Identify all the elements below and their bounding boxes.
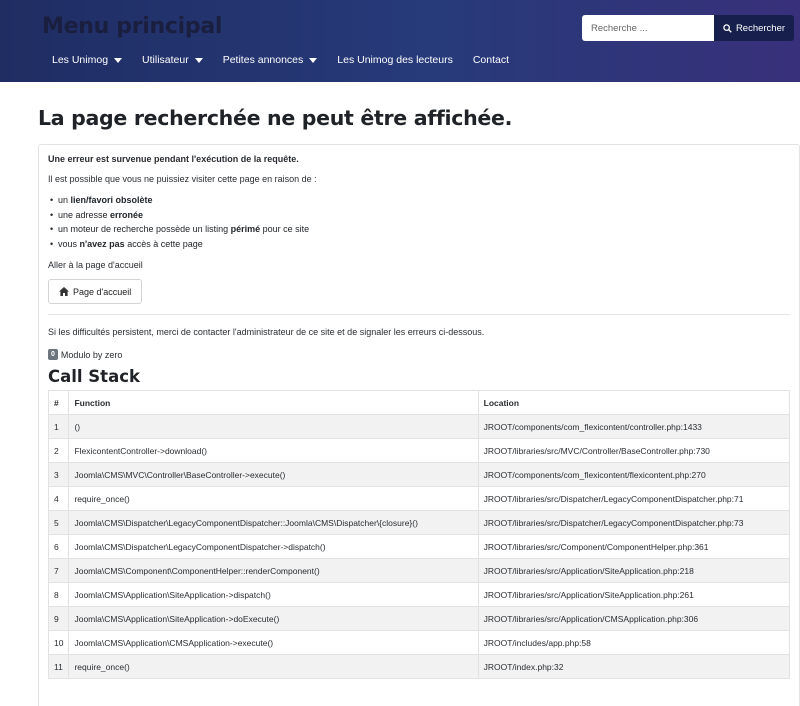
- table-cell: JROOT/libraries/src/MVC/Controller/BaseController.php:730: [478, 439, 789, 463]
- table-cell: Joomla\CMS\Application\SiteApplication->dispatch(): [69, 583, 478, 607]
- table-cell: JROOT/components/com_flexicontent/flexicontent.php:270: [478, 463, 789, 487]
- table-cell: 5: [49, 511, 69, 535]
- nav-item-label: Petites annonces: [222, 54, 304, 66]
- table-cell: Joomla\CMS\Dispatcher\LegacyComponentDispatcher::Joomla\CMS\Dispatcher\{closure}(): [69, 511, 478, 535]
- search-icon: [723, 24, 732, 33]
- table-cell: JROOT/components/com_flexicontent/controller.php:1433: [478, 415, 789, 439]
- table-cell: JROOT/libraries/src/Application/SiteApplication.php:261: [478, 583, 789, 607]
- caret-down-icon: [114, 58, 122, 63]
- home-button-label: Page d'accueil: [73, 286, 132, 297]
- home-icon: [59, 287, 69, 296]
- list-item: • un lien/favori obsolète: [48, 193, 799, 208]
- search-button[interactable]: [714, 15, 794, 41]
- nav-item-label: Les Unimog: [52, 54, 109, 66]
- column-header-function: Function: [69, 391, 478, 415]
- table-cell: 2: [49, 439, 69, 463]
- table-cell: 6: [49, 535, 69, 559]
- page-title: La page recherchée ne peut être affichée.: [38, 106, 513, 130]
- table-cell: Joomla\CMS\Component\ComponentHelper::renderComponent(): [69, 559, 478, 583]
- nav-item-label: Contact: [472, 54, 510, 66]
- table-row: [49, 415, 790, 439]
- table-cell: JROOT/libraries/src/Dispatcher/LegacyComponentDispatcher.php:73: [478, 511, 789, 535]
- site-title[interactable]: Menu principal: [42, 14, 223, 39]
- main-content: [0, 82, 800, 706]
- search-input[interactable]: [582, 15, 714, 41]
- table-cell: Joomla\CMS\Application\CMSApplication->execute(): [69, 631, 478, 655]
- nav-item-utilisateur[interactable]: [132, 52, 213, 68]
- error-heading: Une erreur est survenue pendant l'exécution de la requête.: [48, 154, 299, 164]
- table-cell: Joomla\CMS\MVC\Controller\BaseController->execute(): [69, 463, 478, 487]
- table-cell: FlexicontentController->download(): [69, 439, 478, 463]
- search-button-label: Rechercher: [735, 22, 786, 34]
- table-cell: JROOT/libraries/src/Dispatcher/LegacyComponentDispatcher.php:71: [478, 487, 789, 511]
- nav-item-unimog-lecteurs[interactable]: [327, 52, 463, 68]
- caret-down-icon: [309, 58, 317, 63]
- call-stack-table: [48, 390, 790, 679]
- table-cell: require_once(): [69, 655, 478, 679]
- table-cell: JROOT/includes/app.php:58: [478, 631, 789, 655]
- table-cell: 11: [49, 655, 69, 679]
- table-cell: 7: [49, 559, 69, 583]
- table-row: [49, 439, 790, 463]
- table-cell: 3: [49, 463, 69, 487]
- column-header-number: #: [49, 391, 69, 415]
- home-button[interactable]: [48, 279, 142, 304]
- contact-text: Si les difficultés persistent, merci de contacter l'administrateur de ce site et de signaler les erreurs ci-dessous.: [48, 327, 485, 337]
- table-cell: require_once(): [69, 487, 478, 511]
- error-message-line: [48, 349, 799, 360]
- table-cell: 8: [49, 583, 69, 607]
- table-cell: 10: [49, 631, 69, 655]
- list-item: • une adresse erronée: [48, 208, 799, 223]
- nav-item-petites-annonces[interactable]: [213, 52, 328, 68]
- table-row: [49, 559, 790, 583]
- list-item: • un moteur de recherche possède un listing périmé pour ce site: [48, 222, 799, 237]
- table-cell: JROOT/libraries/src/Application/SiteApplication.php:218: [478, 559, 789, 583]
- table-row: [49, 487, 790, 511]
- table-row: [49, 607, 790, 631]
- nav-item-les-unimog[interactable]: [42, 52, 132, 68]
- divider: [48, 314, 790, 315]
- list-item: • vous n'avez pas accès à cette page: [48, 237, 799, 252]
- table-cell: 1: [49, 415, 69, 439]
- table-row: [49, 583, 790, 607]
- table-cell: JROOT/index.php:32: [478, 655, 789, 679]
- table-cell: (): [69, 415, 478, 439]
- call-stack-title: Call Stack: [48, 367, 140, 386]
- search-form: [582, 15, 794, 41]
- table-cell: 4: [49, 487, 69, 511]
- main-nav: [42, 52, 519, 68]
- table-cell: 9: [49, 607, 69, 631]
- table-row: [49, 463, 790, 487]
- caret-down-icon: [195, 58, 203, 63]
- table-cell: Joomla\CMS\Dispatcher\LegacyComponentDispatcher->dispatch(): [69, 535, 478, 559]
- home-text: Aller à la page d'accueil: [48, 260, 143, 270]
- nav-item-label: Utilisateur: [142, 54, 189, 66]
- table-row: [49, 631, 790, 655]
- table-cell: Joomla\CMS\Application\SiteApplication->doExecute(): [69, 607, 478, 631]
- column-header-location: Location: [478, 391, 789, 415]
- table-row: [49, 655, 790, 679]
- error-message: Modulo by zero: [60, 349, 123, 360]
- reasons-list: [48, 193, 799, 251]
- error-card: [38, 144, 800, 706]
- table-header-row: [49, 391, 790, 415]
- nav-item-contact[interactable]: [463, 52, 519, 68]
- nav-item-label: Les Unimog des lecteurs: [337, 54, 453, 66]
- error-code-badge: 0: [48, 349, 58, 360]
- table-cell: JROOT/libraries/src/Application/CMSApplication.php:306: [478, 607, 789, 631]
- site-header: [0, 0, 800, 82]
- table-row: [49, 535, 790, 559]
- table-row: [49, 511, 790, 535]
- table-cell: JROOT/libraries/src/Component/ComponentHelper.php:361: [478, 535, 789, 559]
- reason-intro: Il est possible que vous ne puissiez visiter cette page en raison de :: [48, 174, 317, 184]
